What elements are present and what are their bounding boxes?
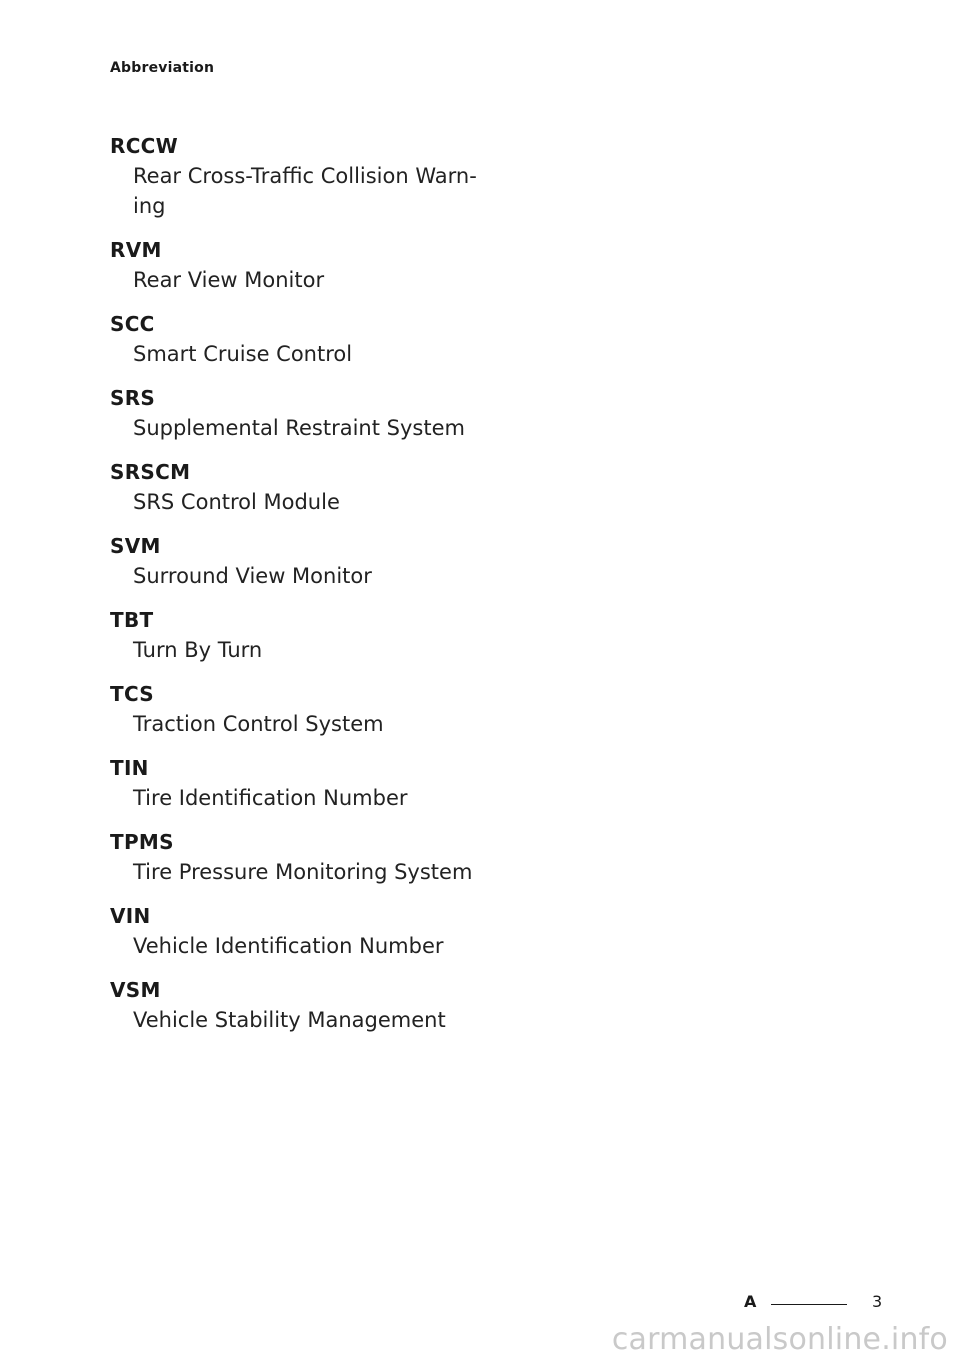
abbreviation-term: SRS bbox=[110, 386, 156, 410]
abbreviation-definition: Vehicle Identification Number bbox=[133, 934, 444, 958]
abbreviation-definition: Tire Identification Number bbox=[133, 786, 408, 810]
abbreviation-list bbox=[110, 131, 490, 1049]
list-item bbox=[110, 827, 490, 887]
footer-divider bbox=[771, 1304, 847, 1305]
abbreviation-term: RVM bbox=[110, 238, 162, 262]
abbreviation-term: SCC bbox=[110, 312, 155, 336]
list-item bbox=[110, 457, 490, 517]
list-item bbox=[110, 753, 490, 813]
list-item bbox=[110, 235, 490, 295]
abbreviation-definition: Surround View Monitor bbox=[133, 564, 372, 588]
abbreviation-term: RCCW bbox=[110, 134, 179, 158]
abbreviation-term: TPMS bbox=[110, 830, 174, 854]
list-item bbox=[110, 131, 490, 221]
list-item bbox=[110, 679, 490, 739]
abbreviation-term: SVM bbox=[110, 534, 161, 558]
abbreviation-term: TBT bbox=[110, 608, 154, 632]
abbreviation-definition: Rear View Monitor bbox=[133, 268, 325, 292]
page-footer bbox=[744, 1292, 884, 1316]
abbreviation-term: TIN bbox=[110, 756, 149, 780]
abbreviation-definition: Traction Control System bbox=[133, 712, 384, 736]
abbreviation-definition: SRS Control Module bbox=[133, 490, 340, 514]
list-item bbox=[110, 383, 490, 443]
abbreviation-definition: Turn By Turn bbox=[133, 638, 263, 662]
list-item bbox=[110, 975, 490, 1035]
abbreviation-term: TCS bbox=[110, 682, 154, 706]
page-number: 3 bbox=[872, 1292, 883, 1311]
watermark: carmanualsonline.info bbox=[611, 1322, 948, 1357]
abbreviation-definition: Smart Cruise Control bbox=[133, 342, 353, 366]
abbreviation-definition: Rear Cross-Traffic Collision Warn-ing bbox=[133, 164, 477, 218]
list-item bbox=[110, 901, 490, 961]
abbreviation-definition: Tire Pressure Monitoring System bbox=[133, 860, 473, 884]
abbreviation-term: VIN bbox=[110, 904, 151, 928]
list-item bbox=[110, 309, 490, 369]
abbreviation-term: SRSCM bbox=[110, 460, 191, 484]
abbreviation-definition: Supplemental Restraint System bbox=[133, 416, 465, 440]
abbreviation-term: VSM bbox=[110, 978, 161, 1002]
page-header: Abbreviation bbox=[110, 60, 215, 76]
section-letter: A bbox=[744, 1292, 757, 1311]
abbreviation-definition: Vehicle Stability Management bbox=[133, 1008, 446, 1032]
list-item bbox=[110, 605, 490, 665]
list-item bbox=[110, 531, 490, 591]
